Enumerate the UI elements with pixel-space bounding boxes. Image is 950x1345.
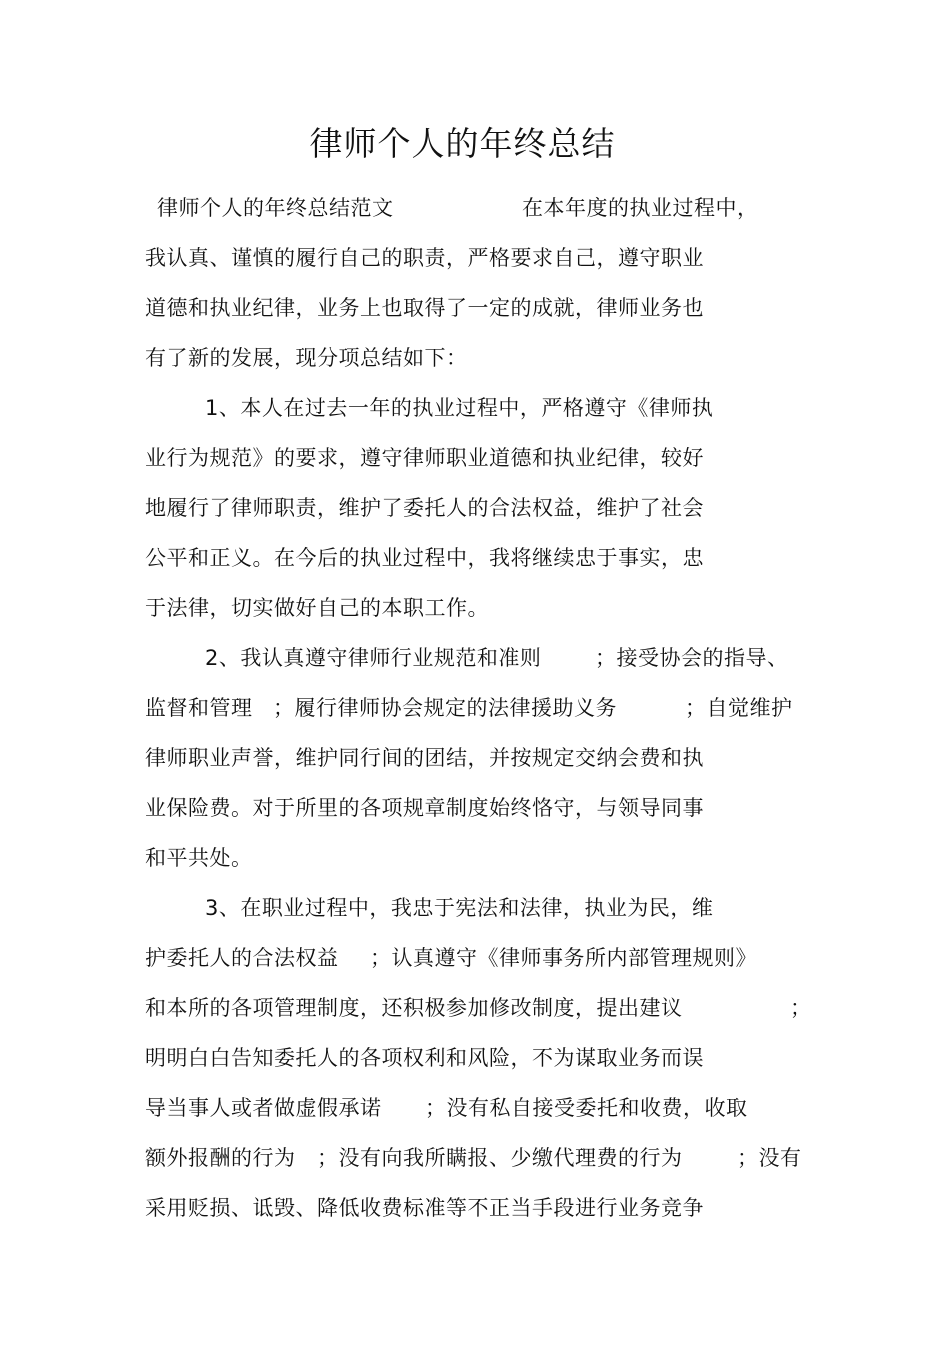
text-segment: 和本所的各项管理制度，还积极参加修改制度，提出建议 xyxy=(145,996,683,1020)
paragraph-line: 道德和执业纪律，业务上也取得了一定的成就，律师业务也 xyxy=(145,296,704,320)
paragraph-line: 公平和正义。在今后的执业过程中，我将继续忠于事实，忠 xyxy=(145,546,704,570)
text-segment: 监督和管理 xyxy=(145,696,253,720)
paragraph-line: 有了新的发展，现分项总结如下： xyxy=(145,346,468,370)
text-segment: 护委托人的合法权益 xyxy=(145,946,339,970)
paragraph-line: 业行为规范》的要求，遵守律师职业道德和执业纪律，较好 xyxy=(145,446,704,470)
text-segment: ；自觉维护 xyxy=(685,696,793,720)
text-segment: ；没有向我所瞒报、少缴代理费的行为 xyxy=(317,1146,683,1170)
text-segment: 额外报酬的行为 xyxy=(145,1146,296,1170)
text-segment: ；没有 xyxy=(737,1146,802,1170)
paragraph-line: 地履行了律师职责，维护了委托人的合法权益，维护了社会 xyxy=(145,496,704,520)
paragraph-line: 3、在职业过程中，我忠于宪法和法律，执业为民，维 xyxy=(205,896,714,920)
text-segment: 导当事人或者做虚假承诺 xyxy=(145,1096,382,1120)
paragraph-line: 我认真、谨慎的履行自己的职责，严格要求自己，遵守职业 xyxy=(145,246,704,270)
text-segment: 2、我认真遵守律师行业规范和准则 xyxy=(205,646,542,670)
text-segment: 在本年度的执业过程中， xyxy=(522,196,759,220)
text-segment: ；没有私自接受委托和收费，收取 xyxy=(425,1096,748,1120)
text-segment: 律师个人的年终总结范文 xyxy=(157,196,394,220)
paragraph-line: 于法律，切实做好自己的本职工作。 xyxy=(145,596,489,620)
text-segment: ；认真遵守《律师事务所内部管理规则》 xyxy=(370,946,757,970)
document-title: 律师个人的年终总结 xyxy=(309,124,616,163)
paragraph-line: 采用贬损、诋毁、降低收费标准等不正当手段进行业务竞争 xyxy=(145,1196,704,1220)
text-segment: ；接受协会的指导、 xyxy=(595,646,789,670)
paragraph-line: 律师职业声誉，维护同行间的团结，并按规定交纳会费和执 xyxy=(145,746,704,770)
paragraph-line: 1、本人在过去一年的执业过程中，严格遵守《律师执 xyxy=(205,396,714,420)
paragraph-line: 明明白白告知委托人的各项权利和风险，不为谋取业务而误 xyxy=(145,1046,704,1070)
text-segment: ； xyxy=(790,996,812,1020)
paragraph-line: 业保险费。对于所里的各项规章制度始终恪守，与领导同事 xyxy=(145,796,704,820)
text-segment: ；履行律师协会规定的法律援助义务 xyxy=(273,696,617,720)
paragraph-line: 和平共处。 xyxy=(145,846,253,870)
